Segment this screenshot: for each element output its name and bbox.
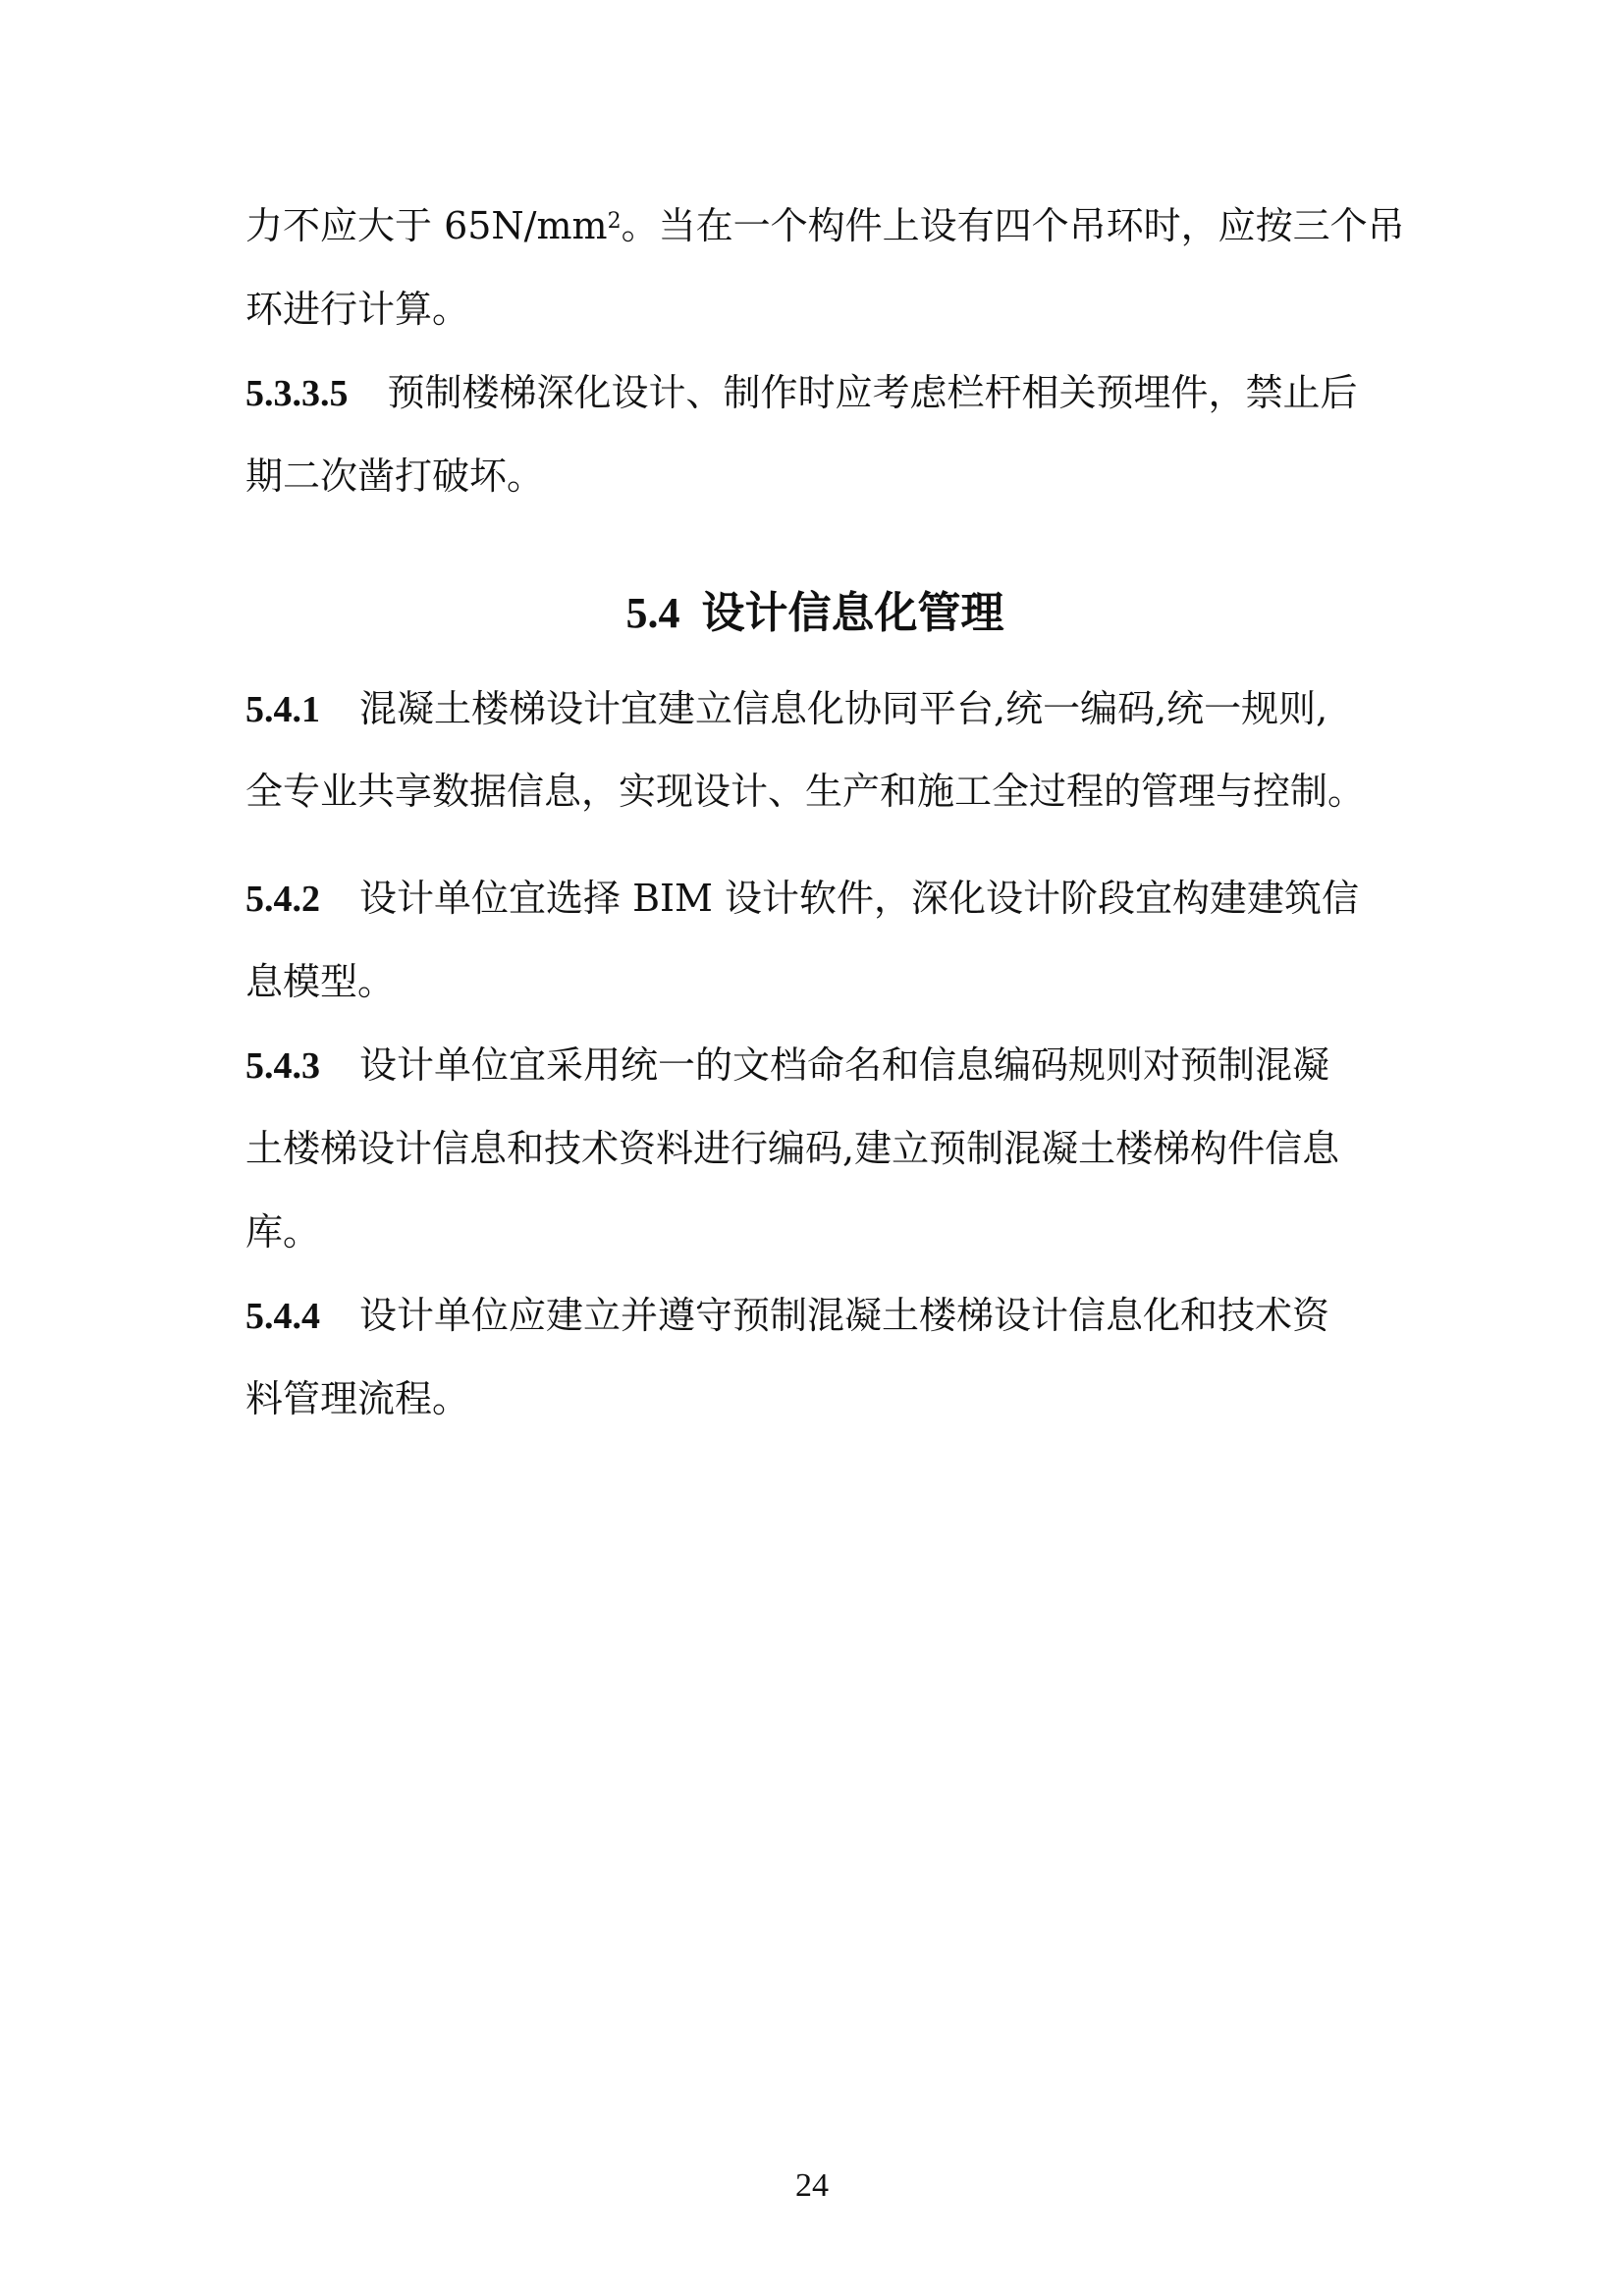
clause-5-4-4: [245, 1286, 1384, 1346]
paragraph-line: 息模型。: [245, 960, 396, 1003]
paragraph-line: [245, 196, 1405, 255]
document-page: [245, 0, 1405, 2296]
clause-text: 设计单位宜选择 BIM 设计软件，深化设计阶段宜构建建筑信: [359, 877, 1360, 920]
clause-5-3-3-5: [245, 363, 1384, 423]
paragraph-line: 料管理流程。: [245, 1377, 470, 1420]
clause-text: 预制楼梯深化设计、制作时应考虑栏杆相关预埋件，禁止后: [387, 371, 1358, 414]
section-title: 设计信息化管理: [701, 588, 1004, 638]
text-run: 力不应大于 65N/mm: [245, 204, 608, 247]
clause-number: 5.4.4: [245, 1296, 320, 1337]
clause-text: 设计单位应建立并遵守预制混凝土楼梯设计信息化和技术资: [359, 1294, 1330, 1337]
clause-5-4-3: [245, 1036, 1384, 1095]
superscript: 2: [607, 209, 622, 234]
paragraph-line: 库。: [245, 1210, 321, 1254]
section-heading: [245, 579, 1384, 648]
text-run: 。当在一个构件上设有四个吊环时，应按三个吊: [621, 204, 1405, 247]
section-number: 5.4: [625, 589, 680, 637]
page-number: 24: [795, 2167, 829, 2204]
clause-number: 5.3.3.5: [245, 373, 349, 414]
text-segment: [245, 196, 1405, 255]
paragraph-line: 全专业共享数据信息，实现设计、生产和施工全过程的管理与控制。: [245, 770, 1366, 813]
clause-number: 5.4.2: [245, 879, 320, 920]
paragraph-line: 期二次凿打破坏。: [245, 454, 545, 498]
clause-5-4-2: [245, 869, 1384, 929]
clause-number: 5.4.1: [245, 689, 320, 730]
clause-5-4-1: [245, 679, 1384, 739]
paragraph-line: 环进行计算。: [245, 288, 470, 331]
clause-number: 5.4.3: [245, 1045, 320, 1087]
clause-text: 设计单位宜采用统一的文档命名和信息编码规则对预制混凝: [359, 1043, 1330, 1087]
clause-text: 混凝土楼梯设计宜建立信息化协同平台,统一编码,统一规则,: [359, 687, 1328, 730]
paragraph-line: 土楼梯设计信息和技术资料进行编码,建立预制混凝土楼梯构件信息: [245, 1127, 1340, 1170]
